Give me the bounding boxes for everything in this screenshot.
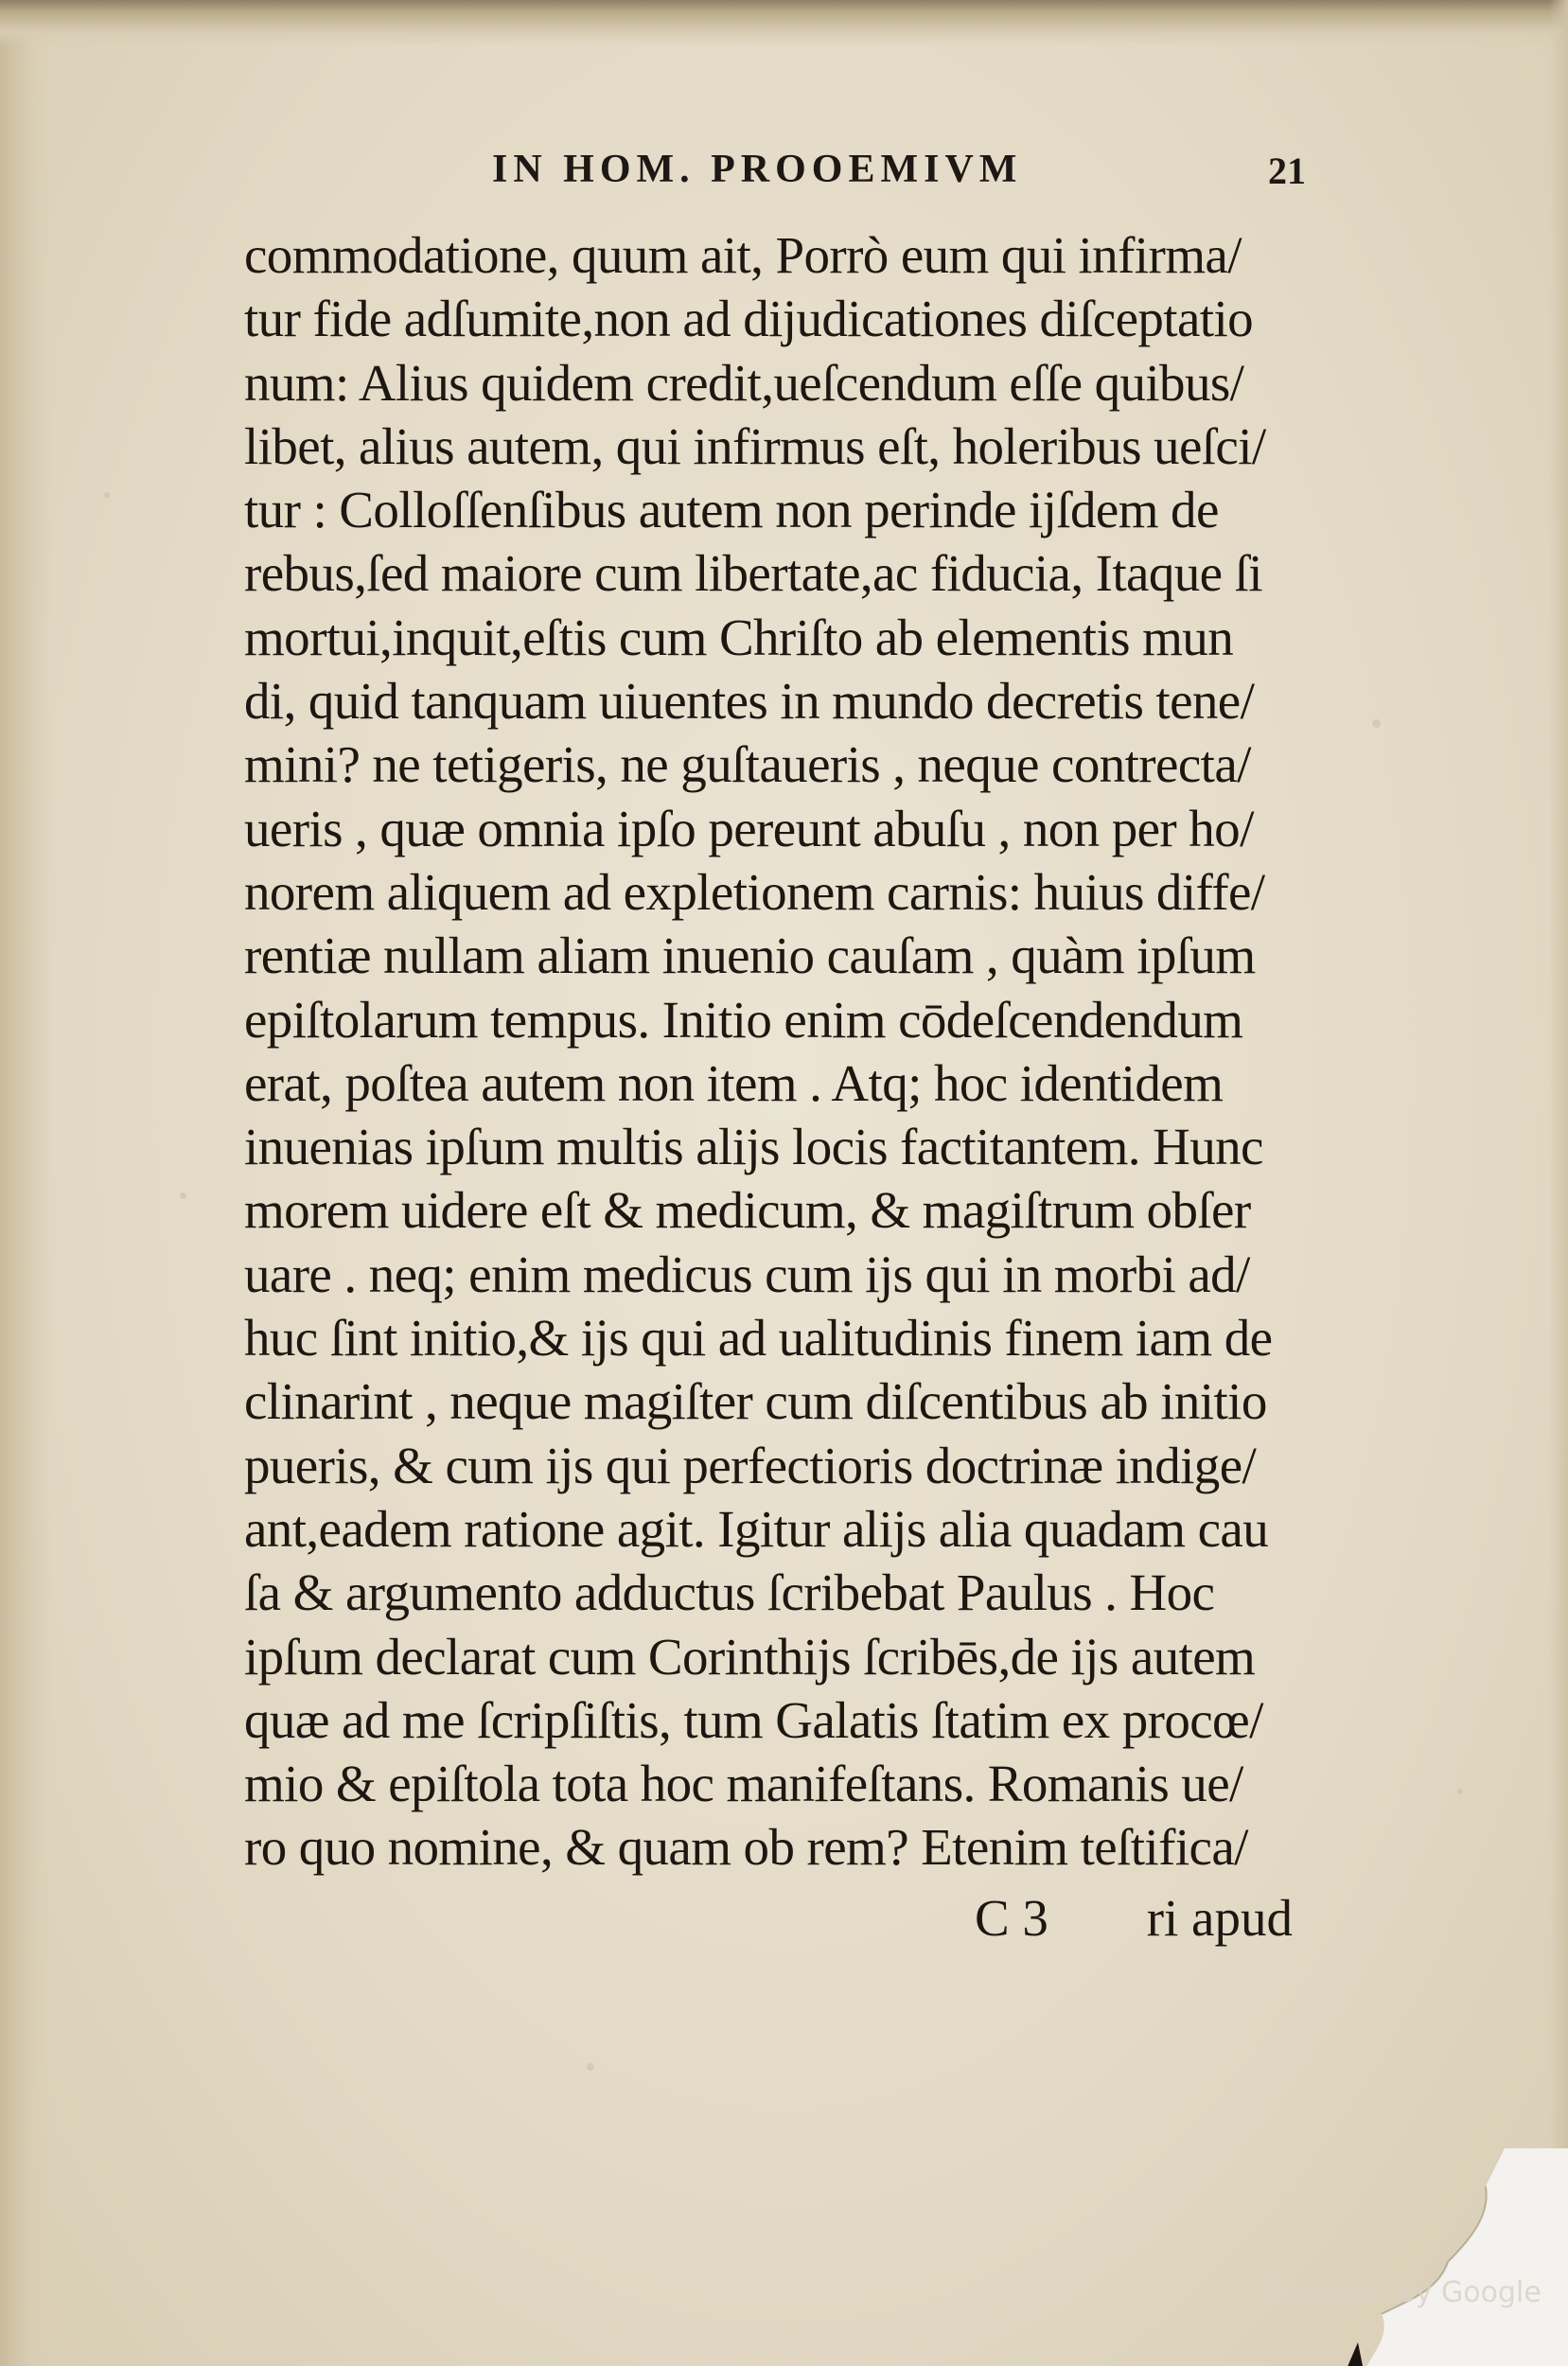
text-line: huc ſint initio,& ijs qui ad ualitudinis finem iam de bbox=[244, 1309, 1273, 1368]
torn-corner bbox=[1306, 2148, 1568, 2366]
text-line: rentiæ nullam aliam inuenio cauſam , quàm ipſum bbox=[244, 927, 1256, 985]
text-line: clinarint , neque magiſter cum diſcentibus ab initio bbox=[244, 1372, 1267, 1431]
text-line: pueris, & cum ijs qui perfectioris doctrinæ indige/ bbox=[244, 1436, 1257, 1494]
foxing-spot bbox=[180, 1192, 186, 1199]
text-line: tur fide adſumite,non ad dijudicationes diſceptatio bbox=[244, 290, 1254, 348]
foxing-spot bbox=[1457, 1789, 1463, 1794]
text-line: erat, poſtea autem non item . Atq; hoc identidem bbox=[244, 1053, 1224, 1112]
text-line: norem aliquem ad expletionem carnis: huius diffe/ bbox=[244, 862, 1265, 921]
foxing-spot bbox=[104, 492, 110, 498]
text-line: inuenias ipſum multis alijs locis factitantem. Hunc bbox=[244, 1118, 1263, 1176]
text-line: mini? ne tetigeris, ne guſtaueris , neque contrecta/ bbox=[244, 735, 1251, 794]
text-line: num: Alius quidem credit,ueſcendum eſſe quibus/ bbox=[244, 353, 1244, 412]
torn-corner-shape bbox=[1306, 2148, 1568, 2366]
page-footer bbox=[975, 1888, 1293, 1948]
foxing-spot bbox=[587, 2063, 594, 2071]
text-line: uare . neq; enim medicus cum ijs qui in morbi ad/ bbox=[244, 1245, 1250, 1303]
text-line: tur : Colloſſenſibus autem non perinde ijſdem de bbox=[244, 481, 1219, 539]
text-line: rebus,ſed maiore cum libertate,ac fiducia, Itaque ſi bbox=[244, 544, 1262, 603]
text-line: ueris , quæ omnia ipſo pereunt abuſu , non per ho/ bbox=[244, 799, 1254, 857]
text-line: ant,eadem ratione agit. Igitur alijs alia quadam cau bbox=[244, 1499, 1269, 1558]
text-line: ipſum declarat cum Corinthijs ſcribēs,de ijs autem bbox=[244, 1627, 1256, 1686]
page-number: 21 bbox=[1268, 150, 1306, 192]
text-line: mio & epiſtola tota hoc manifeſtans. Romanis ue/ bbox=[244, 1755, 1243, 1813]
top-page-edge bbox=[0, 0, 1568, 45]
page-header bbox=[492, 147, 1344, 203]
text-line: libet, alius autem, qui infirmus eſt, holeribus ueſci/ bbox=[244, 416, 1266, 475]
text-line: di, quid tanquam uiuentes in mundo decretis tene/ bbox=[244, 672, 1255, 731]
catchword: ri apud bbox=[1146, 1889, 1293, 1947]
running-head: IN HOM. PROOEMIVM bbox=[492, 148, 1023, 191]
text-line: epiſtolarum tempus. Initio enim cōdeſcendendum bbox=[244, 990, 1243, 1049]
text-line: ro quo nomine, & quam ob rem? Etenim teſtifica/ bbox=[244, 1818, 1248, 1877]
signature-mark: C 3 bbox=[975, 1889, 1048, 1947]
body-text bbox=[244, 223, 1332, 1880]
foxing-spot bbox=[1372, 719, 1381, 728]
digitization-watermark: Digitized by Google bbox=[1263, 2276, 1542, 2309]
text-line: commodatione, quum ait, Porrò eum qui infirma/ bbox=[244, 226, 1242, 284]
text-line: morem uidere eſt & medicum, & magiſtrum obſer bbox=[244, 1181, 1251, 1240]
text-line: mortui,inquit,eſtis cum Chriſto ab elementis mun bbox=[244, 608, 1234, 666]
gutter-shadow bbox=[0, 0, 52, 2366]
text-line: quæ ad me ſcripſiſtis, tum Galatis ſtatim ex procœ/ bbox=[244, 1690, 1263, 1749]
right-page-edge bbox=[1549, 0, 1568, 2366]
text-line: ſa & argumento adductus ſcribebat Paulus . Hoc bbox=[244, 1563, 1215, 1622]
